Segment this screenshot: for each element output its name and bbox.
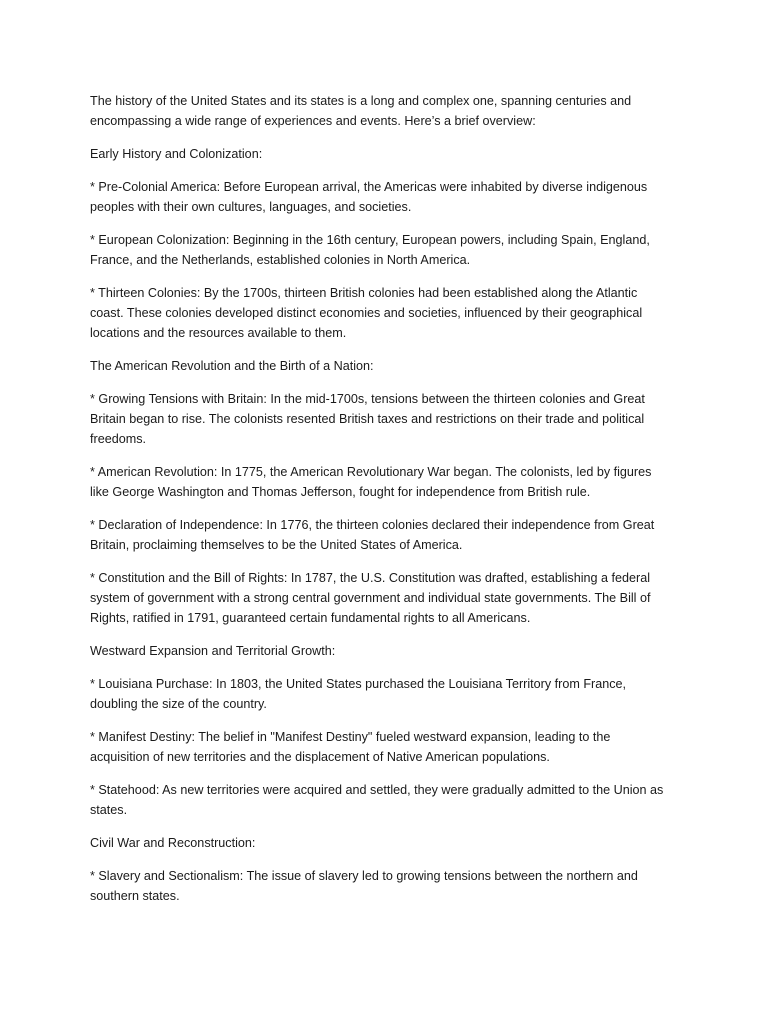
bullet-item: * Constitution and the Bill of Rights: In 1787, the U.S. Constitution was drafted, establishing a federal system of government with a strong central government and individual state governments. The Bill of Rights, ratified in 1791, guaranteed certain fundamental rights to all Americans. bbox=[90, 571, 651, 625]
bullet-item: * Statehood: As new territories were acquired and settled, they were gradually admitted to the Union as states. bbox=[90, 783, 664, 817]
bullet-item: * American Revolution: In 1775, the American Revolutionary War began. The colonists, led by figures like George Washington and Thomas Jefferson, fought for independence from British rule. bbox=[90, 465, 652, 499]
document-page bbox=[90, 91, 670, 919]
bullet-item: * Declaration of Independence: In 1776, the thirteen colonies declared their independence from Great Britain, proclaiming themselves to be the United States of America. bbox=[90, 518, 655, 552]
bullet-item: * European Colonization: Beginning in the 16th century, European powers, including Spain, England, France, and the Netherlands, established colonies in North America. bbox=[90, 233, 650, 267]
bullet-item: * Louisiana Purchase: In 1803, the United States purchased the Louisiana Territory from France, doubling the size of the country. bbox=[90, 677, 627, 711]
bullet-item: * Pre-Colonial America: Before European arrival, the Americas were inhabited by diverse indigenous peoples with their own cultures, languages, and societies. bbox=[90, 180, 648, 214]
bullet-item: * Manifest Destiny: The belief in "Manifest Destiny" fueled westward expansion, leading to the acquisition of new territories and the displacement of Native American populations. bbox=[90, 730, 611, 764]
intro-paragraph: The history of the United States and its states is a long and complex one, spanning centuries and encompassing a wide range of experiences and events. Here’s a brief overview: bbox=[90, 94, 632, 128]
section-heading: Civil War and Reconstruction: bbox=[90, 836, 256, 850]
section-heading: Early History and Colonization: bbox=[90, 147, 263, 161]
bullet-item: * Thirteen Colonies: By the 1700s, thirteen British colonies had been established along the Atlantic coast. These colonies developed distinct economies and societies, influenced by their geographical locations and the resources available to them. bbox=[90, 286, 643, 340]
bullet-item: * Growing Tensions with Britain: In the mid-1700s, tensions between the thirteen colonies and Great Britain began to rise. The colonists resented British taxes and restrictions on their trade and political freedoms. bbox=[90, 392, 645, 446]
section-heading: Westward Expansion and Territorial Growth: bbox=[90, 644, 336, 658]
bullet-item: * Slavery and Sectionalism: The issue of slavery led to growing tensions between the northern and southern states. bbox=[90, 869, 638, 903]
section-heading: The American Revolution and the Birth of a Nation: bbox=[90, 359, 374, 373]
